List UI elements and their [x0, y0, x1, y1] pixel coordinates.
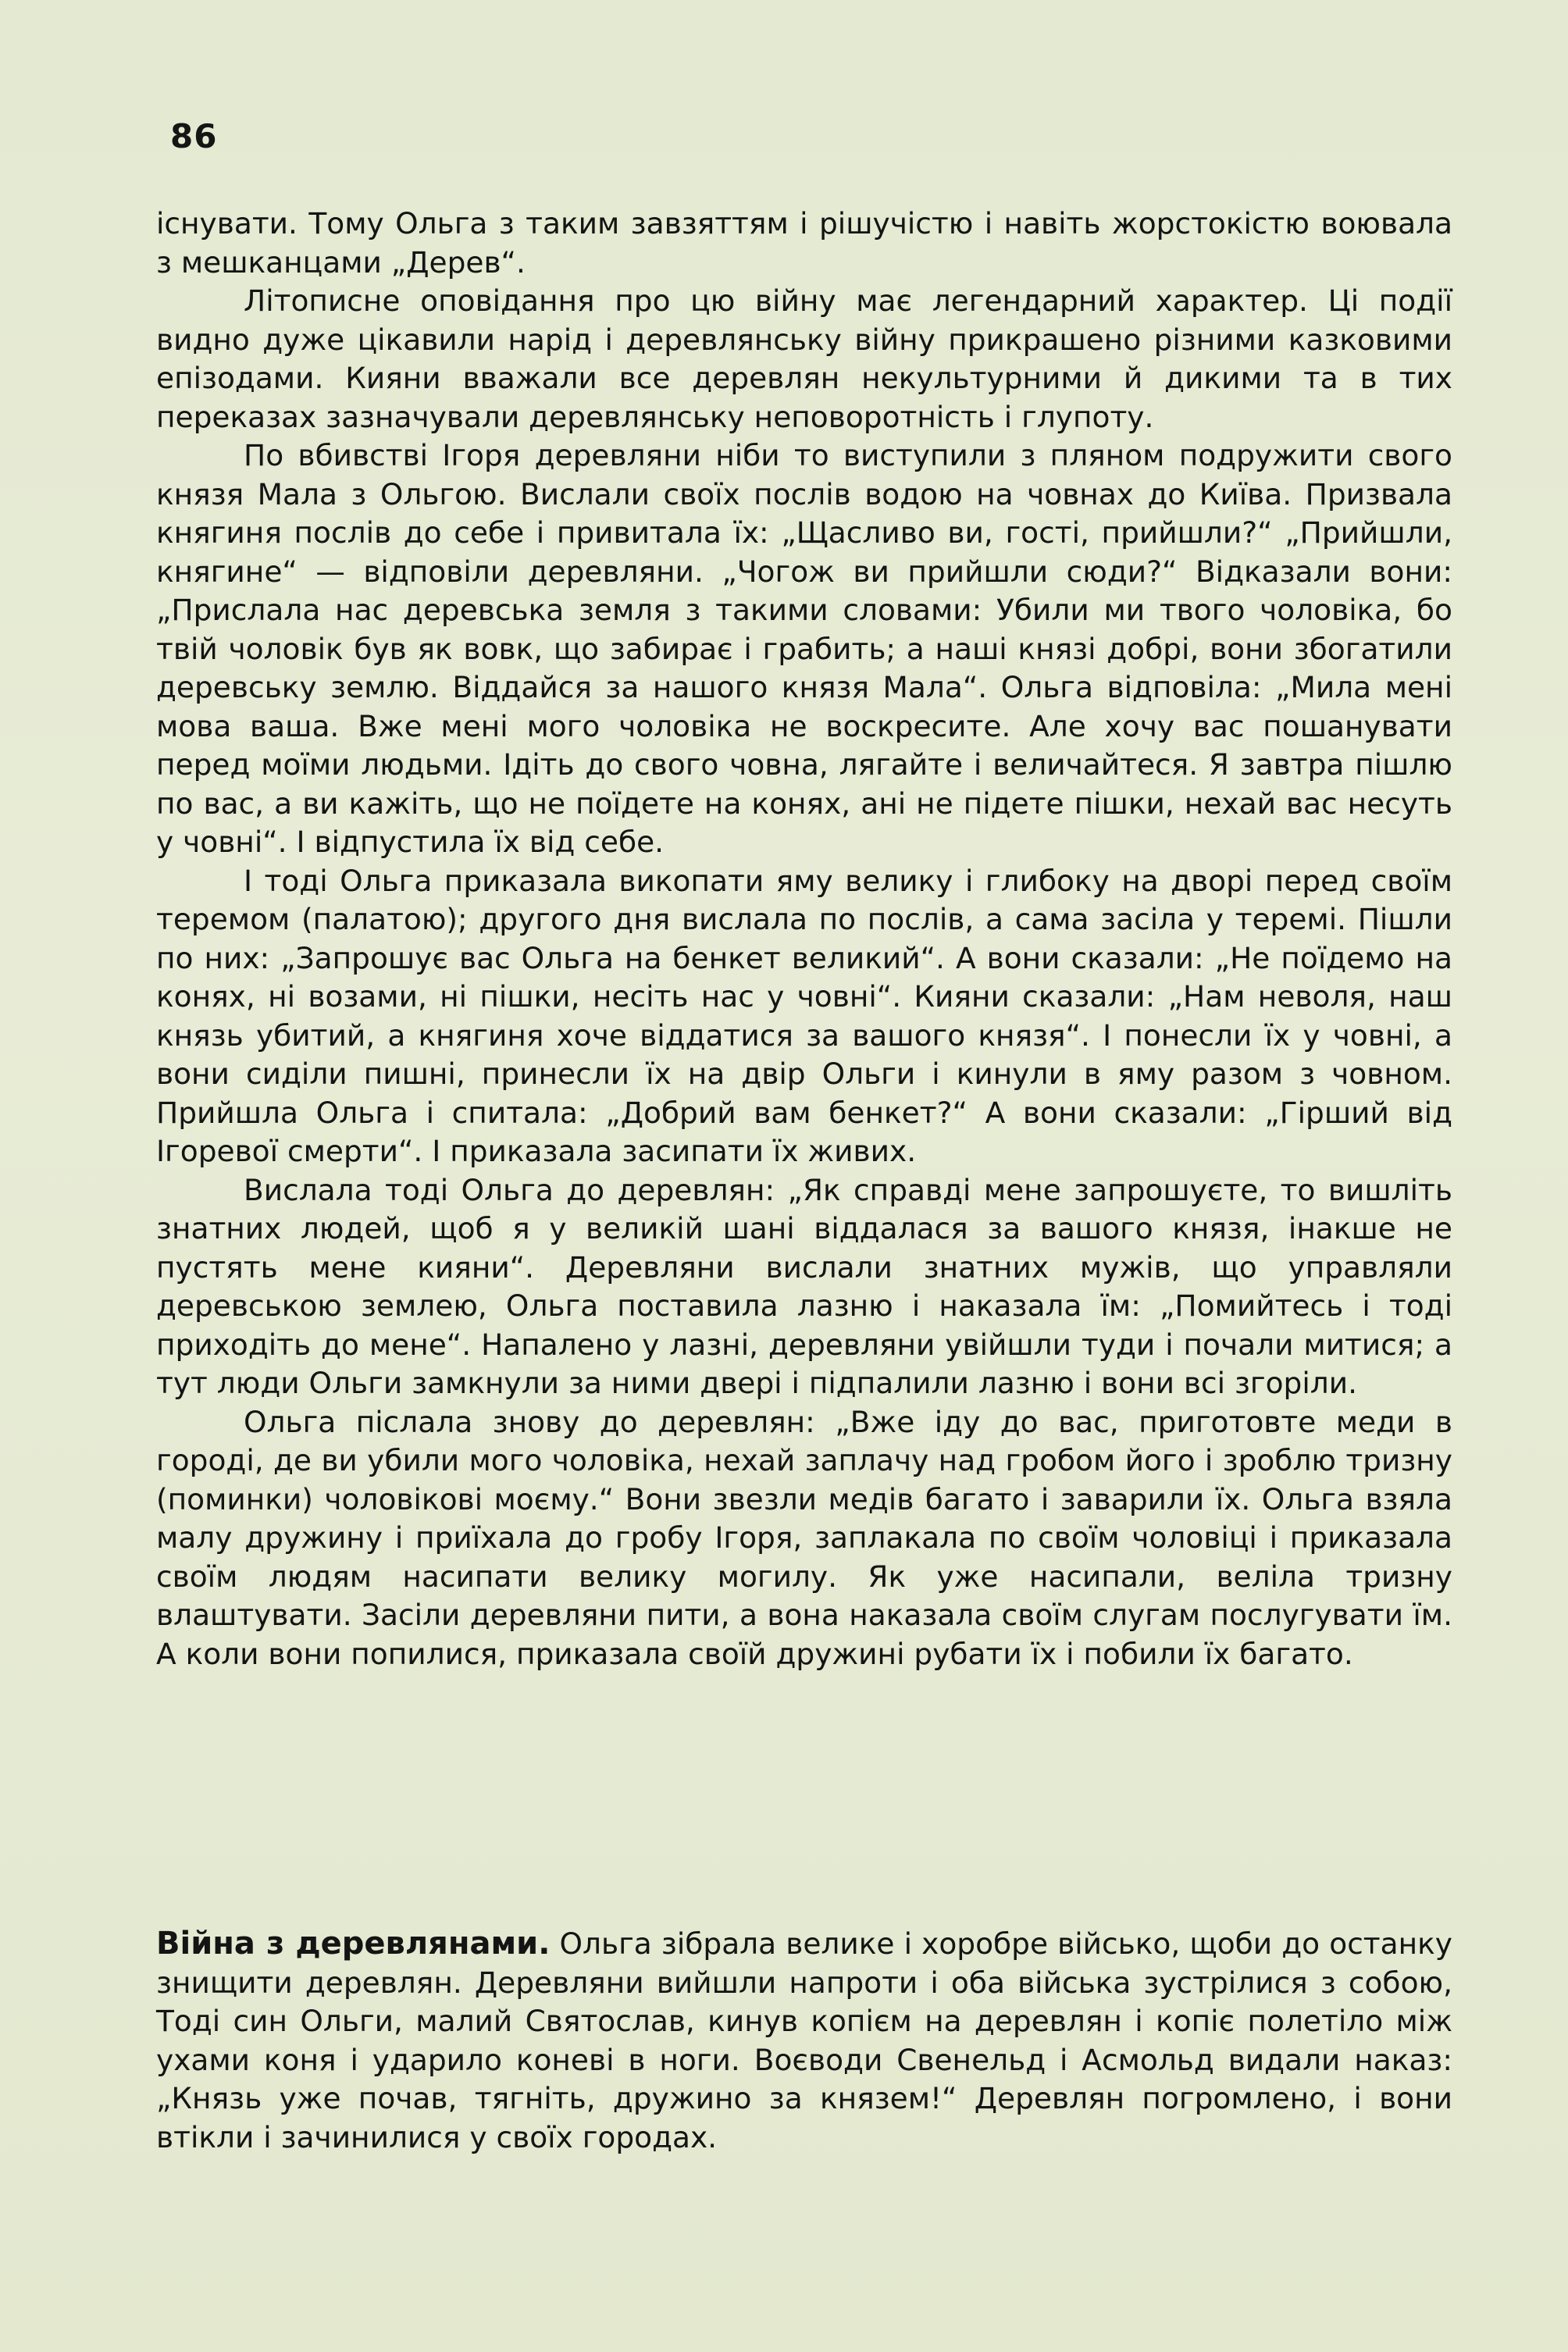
- paragraph-2: Літописне оповідання про цю війну має легендарний характер. Ці події видно дуже цікавили нарід і деревлянську війну прикрашено різними казковими епізодами. Кияни вважали все деревлян некультурними й дикими та в тих переказах зазначували деревлянську неповоротність і глупоту.: [156, 283, 1452, 434]
- paragraph-1: існувати. Тому Ольга з таким завзяттям і рішучістю і навіть жорстокістю воювала з мешканцами „Дерев“.: [156, 206, 1452, 280]
- section-heading: Війна з деревлянами.: [156, 1926, 551, 1962]
- section-paragraph: [156, 1925, 1452, 2157]
- main-text: [156, 205, 1452, 1673]
- section-body: Ольга зібрала велике і хоробре військо, щоби до останку знищити деревлян. Деревляни вийшли напроти і оба війська зустрілися з собою, Тоді син Ольги, малий Святослав, кинув копієм на деревлян і копіє полетіло між ухами коня і ударило коневі в ноги. Воєводи Свенельд і Асмольд видали наказ: „Князь уже почав, тягніть, дружино за князем!“ Деревлян погромлено, і вони втікли і зачинилися у своїх городах.: [156, 1926, 1452, 2154]
- paragraph-5: Вислала тоді Ольга до деревлян: „Як справді мене запрошуєте, то вишліть знатних людей, щоб я у великій шані віддалася за вашого князя, інакше не пустять мене кияни“. Деревляни вислали знатних мужів, що управляли деревською землею, Ольга поставила лазню і наказала їм: „Помийтесь і тоді приходіть до мене“. Напалено у лазні, деревляни увійшли туди і почали митися; а тут люди Ольги замкнули за ними двері і підпалили лазню і вони всі згоріли.: [156, 1172, 1452, 1400]
- paragraph-6: Ольга післала знову до деревлян: „Вже іду до вас, приготовте меди в городі, де ви убили мого чоловіка, нехай заплачу над гробом його і зроблю тризну (поминки) чоловікові моєму.“ Вони звезли медів багато і заварили їх. Ольга взяла малу дружину і приїхала до гробу Ігоря, заплакала по своїм чоловіці і приказала своїм людям насипати велику могилу. Як уже насипали, веліла тризну влаштувати. Засіли деревляни пити, а вона наказала своїм слугам послугувати їм. А коли вони попилися, приказала своїй дружині рубати їх і побили їх багато.: [156, 1404, 1452, 1671]
- section-war-with-derevlians: [156, 1925, 1452, 2157]
- paragraph-4: І тоді Ольга приказала викопати яму велику і глибоку на дворі перед своїм теремом (палатою); другого дня вислала по послів, а сама засіла у теремі. Пішли по них: „Запрошує вас Ольга на бенкет великий“. А вони сказали: „Не поїдемо на конях, ні возами, ні пішки, несіть нас у човні“. Кияни сказали: „Нам неволя, наш князь убитий, а княгиня хоче віддатися за вашого князя“. І понесли їх у човні, а вони сиділи пишні, принесли їх на двір Ольги і кинули в яму разом з човном. Прийшла Ольга і спитала: „Добрий вам бенкет?“ А вони сказали: „Гірший від Ігоревої смерти“. І приказала засипати їх живих.: [156, 863, 1452, 1168]
- paragraph-3: По вбивстві Ігоря деревляни ніби то виступили з пляном подружити свого князя Мала з Ольгою. Вислали своїх послів водою на човнах до Київа. Призвала княгиня послів до себе і привитала їх: „Щасливо ви, гості, прийшли?“ „Прийшли, княгине“ — відповіли деревляни. „Чогож ви прийшли сюди?“ Відказали вони: „Прислала нас деревська земля з такими словами: Убили ми твого чоловіка, бо твій чоловік був як вовк, що забирає і грабить; а наші князі добрі, вони збогатили деревську землю. Віддайся за нашого князя Мала“. Ольга відповіла: „Мила мені мова ваша. Вже мені мого чоловіка не воскресите. Але хочу вас пошанувати перед моїми людьми. Ідіть до свого човна, лягайте і величайтеся. Я завтра пішлю по вас, а ви кажіть, що не поїдете на конях, ані не підете пішки, нехай вас несуть у човні“. І відпустила їх від себе.: [156, 438, 1452, 859]
- page-number: 86: [170, 117, 218, 155]
